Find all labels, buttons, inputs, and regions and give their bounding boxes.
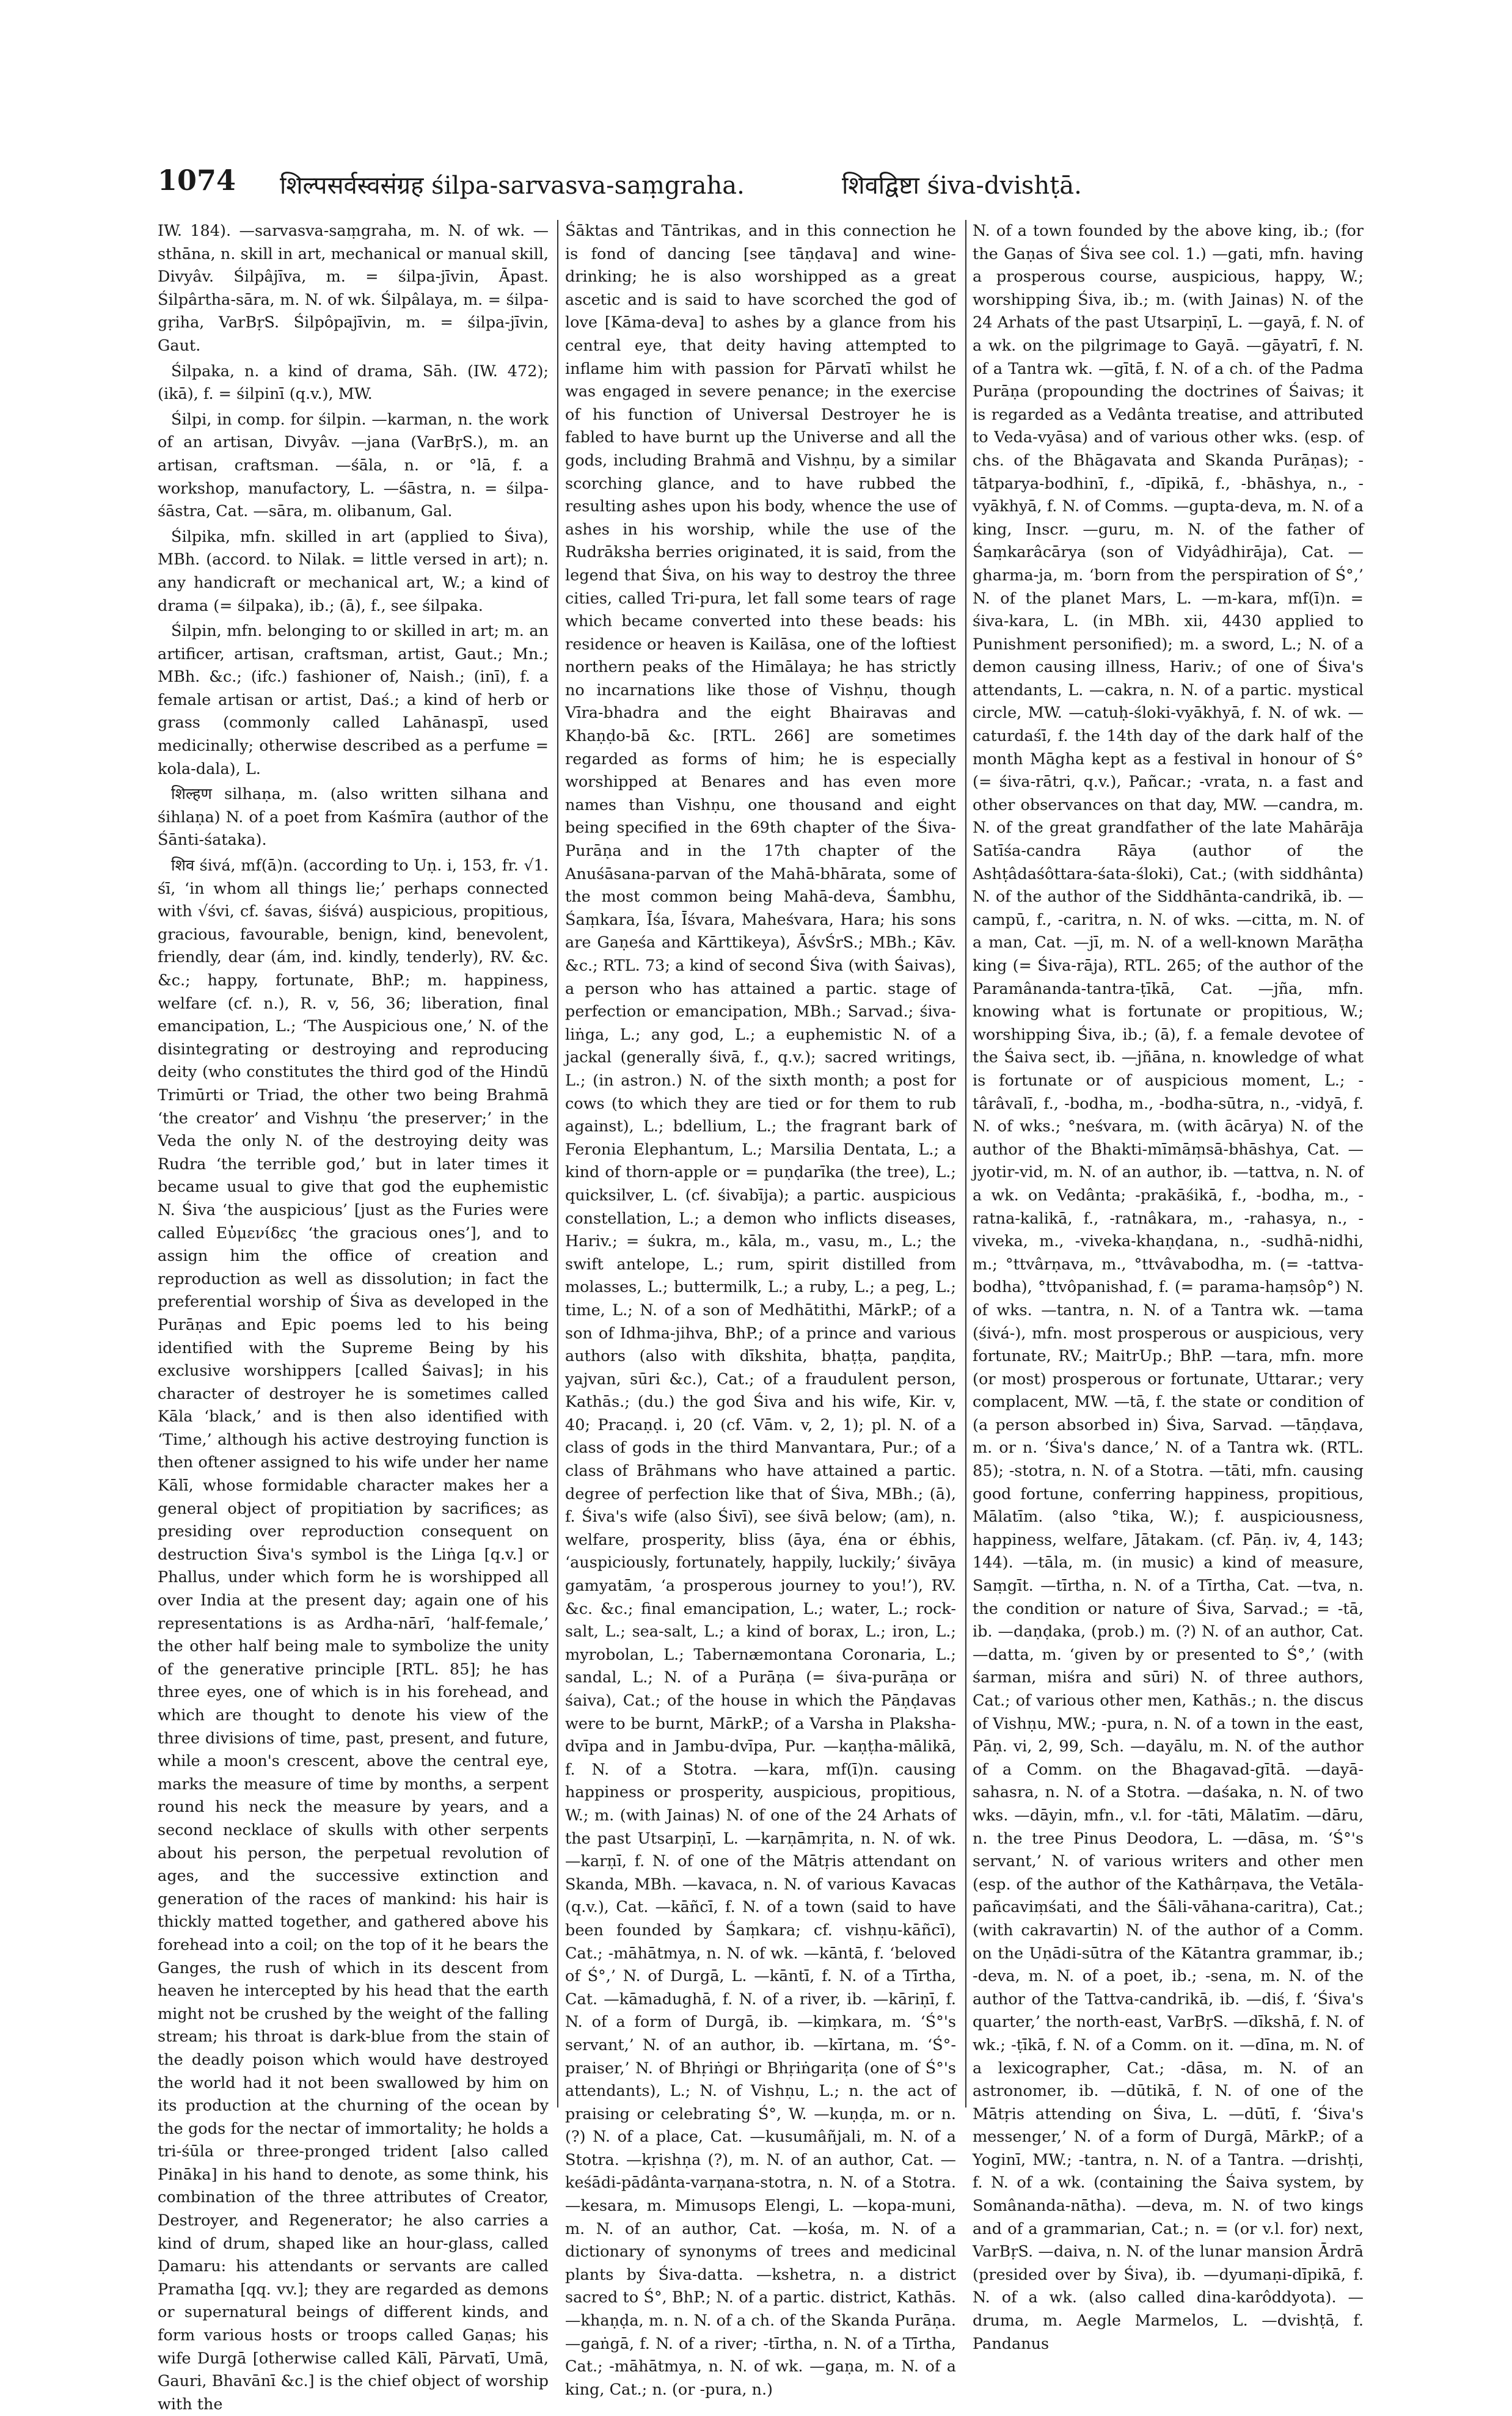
- dictionary-entry: Śilpika, mfn. skilled in art (applied to Śiva), MBh. (accord. to Nilak. = little versed in art); n. any handicraft or mechanical art, W.; a kind of drama (= śilpaka), ib.; (ā), f., see śilpaka.: [158, 527, 549, 615]
- column-divider: [965, 220, 966, 2108]
- page-number: 1074: [158, 164, 236, 197]
- dictionary-column-2: [565, 220, 956, 2399]
- dictionary-entry: Śilpaka, n. a kind of drama, Sāh. (IW. 472); (ikā), f. = śilpinī (q.v.), MW.: [158, 362, 549, 404]
- dictionary-entry: Śilpin, mfn. belonging to or skilled in art; m. an artificer, artisan, craftsman, artist, Gaut.; Mn.; MBh. &c.; (ifc.) fashioner of, Naish.; (inī), f. a female artisan or artist, Daś.; a kind of herb or grass (commonly called Lahānaspī, used medicinally; otherwise described as a perfume = kola-dala), L.: [158, 622, 549, 778]
- dictionary-entry: शिल्हण silhaṇa, m. (also written silhana and śihlaṇa) N. of a poet from Kaśmīra (author of the Śānti-śataka).: [158, 785, 549, 850]
- dictionary-column-1: [158, 220, 549, 2414]
- dictionary-entry: N. of a town founded by the above king, ib.; (for the Gaṇas of Śiva see col. 1.) —gati, mfn. having a prosperous course, auspicious, happy, W.; worshipping Śiva, ib.; m. (with Jainas) N. of the 24 Arhats of the past Utsarpiṇī, L. —gayā, f. N. of a wk. on the pilgrimage to Gayā. —gāyatrī, f. N. of a Tantra wk. —gītā, f. N. of a ch. of the Padma Purāṇa (propounding the doctrines of Śaivas; it is regarded as a Vedânta treatise, and attributed to Veda-vyāsa) and of various other wks. (esp. of chs. of the Bhāgavata and Skanda Purāṇas); -tātparya-bodhinī, f., -dīpikā, f., -bhāshya, n., -vyākhyā, f. N. of Comms. —gupta-deva, m. N. of a king, Inscr. —guru, m. N. of the father of Śaṃkarâcārya (son of Vidyâdhirāja), Cat. —gharma-ja, m. ‘born from the perspiration of Ś°,’ N. of the planet Mars, L. —m-kara, mf(ī)n. = śiva-kara, L. (in MBh. xii, 4430 applied to Punishment personified); m. a sword, L.; N. of a demon causing illness, Hariv.; of one of Śiva's attendants, L. —cakra, n. N. of a partic. mystical circle, MW. —catuḥ-śloki-vyākhyā, f. N. of wk. —caturdaśī, f. the 14th day of the dark half of the month Māgha kept as a festival in honour of Ś° (= śiva-rātri, q.v.), Pañcar.; -vrata, n. a fast and other observances on that day, MW. —candra, m. N. of the great grandfather of the late Mahārāja Satīśa-candra Rāya (author of the Ashṭâdaśôttara-śata-śloki), Cat.; (with siddhânta) N. of the author of the Siddhānta-candrikā, ib. —campū, f., -caritra, n. N. of wks. —citta, m. N. of a man, Cat. —jī, m. N. of a well-known Marāṭha king (= Śiva-rāja), RTL. 265; of the author of the Paramânanda-tantra-ṭīkā, Cat. —jña, mfn. knowing what is fortunate or propitious, W.; worshipping Śiva, ib.; (ā), f. a female devotee of the Śaiva sect, ib. —jñāna, n. knowledge of what is fortunate or of auspicious moment, L.; -târâvalī, f., -bodha, m., -bodha-sūtra, n., -vidyā, f. N. of wks.; °neśvara, m. (with ācārya) N. of the author of the Bhakti-mīmāṃsā-bhāshya, Cat. —jyotir-vid, m. N. of an author, ib. —tattva, n. N. of a wk. on Vedânta; -prakāśikā, f., -bodha, m., -ratna-kalikā, f., -ratnâkara, m., -rahasya, n., -viveka, m., -viveka-khaṇḍana, n., -sudhā-nidhi, m.; °ttvârṇava, m., °ttvâvabodha, m. (= -tattva-bodha), °ttvôpanishad, f. (= parama-haṃsôp°) N. of wks. —tantra, n. N. of a Tantra wk. —tama (śivá-), mfn. most prosperous or auspicious, very fortunate, RV.; MaitrUp.; BhP. —tara, mfn. more (or most) prosperous or fortunate, Uttarar.; very complacent, MW. —tā, f. the state or condition of (a person absorbed in) Śiva, Sarvad. —tāṇḍava, m. or n. ‘Śiva's dance,’ N. of a Tantra wk. (RTL. 85); -stotra, n. N. of a Stotra. —tāti, mfn. causing good fortune, conferring happiness, propitious, Mālatīm. (also °tika, W.); f. auspiciousness, happiness, welfare, Jātakam. (cf. Pāṇ. iv, 4, 143; 144). —tāla, m. (in music) a kind of measure, Saṃgīt. —tīrtha, n. N. of a Tīrtha, Cat. —tva, n. the condition or nature of Śiva, Sarvad.; = -tā, ib. —daṇḍaka, (prob.) m. (?) N. of an author, Cat. —datta, m. ‘given by or presented to Ś°,’ (with śarman, miśra and sūri) N. of three authors, Cat.; of various other men, Kathās.; n. the discus of Vishṇu, MW.; -pura, n. N. of a town in the east, Pāṇ. vi, 2, 99, Sch. —dayālu, m. N. of the author of a Comm. on the Bhagavad-gītā. —dayā-sahasra, n. N. of a Stotra. —daśaka, n. N. of two wks. —dāyin, mfn., v.l. for -tāti, Mālatīm. —dāru, n. the tree Pinus Deodora, L. —dāsa, m. ‘Ś°'s servant,’ N. of various writers and other men (esp. of the author of the Kathârṇava, the Vetāla-pañcaviṃśati, and the Śāli-vāhana-caritra), Cat.; (with cakravartin) N. of the author of a Comm. on the Uṇādi-sūtra of the Kātantra grammar, ib.; -deva, m. N. of a poet, ib.; -sena, m. N. of the author of the Tattva-candrikā, ib. —diś, f. ‘Śiva's quarter,’ the north-east, VarBṛS. —dīkshā, f. N. of wk.; -ṭīkā, f. N. of a Comm. on it. —dīna, m. N. of a lexicographer, Cat.; -dāsa, m. N. of an astronomer, ib. —dūtikā, f. N. of one of the Mātṛis attending on Śiva, L. —dūtī, f. ‘Śiva's messenger,’ N. of a form of Durgā, MārkP.; of a Yoginī, MW.; -tantra, n. N. of a Tantra. —drishṭi, f. N. of a wk. (containing the Śaiva system, by Somânanda-nātha). —deva, m. N. of two kings and of a grammarian, Cat.; n. = (or v.l. for) next, VarBṛS. —daiva, n. N. of the lunar mansion Ārdrā (presided over by Śiva), ib. —dyumaṇi-dīpikā, f. N. of a wk. (also called dina-karôddyota). —druma, m. Aegle Marmelos, L. —dvishṭā, f. Pandanus: [973, 222, 1364, 2353]
- dictionary-entry: Śilpi, in comp. for śilpin. —karman, n. the work of an artisan, Divyâv. —jana (VarBṛS.), m. an artisan, craftsman. —śāla, n. or °lā, f. a workshop, manufactory, L. —śāstra, n. = śilpa-śāstra, Cat. —sāra, m. olibanum, Gal.: [158, 410, 549, 521]
- dictionary-column-3: [973, 220, 1364, 2353]
- dictionary-entry: शिव śivá, mf(ā)n. (according to Uṇ. i, 153, fr. √1. śī, ‘in whom all things lie;’ perhaps connected with √śvi, cf. śavas, śiśvá) auspicious, propitious, gracious, favourable, benign, kind, benevolent, friendly, dear (ám, ind. kindly, tenderly), RV. &c. &c.; happy, fortunate, BhP.; m. happiness, welfare (cf. n.), R. v, 56, 36; liberation, final emancipation, L.; ‘The Auspicious one,’ N. of the disintegrating or destroying and reproducing deity (who constitutes the third god of the Hindū Trimūrti or Triad, the other two being Brahmā ‘the creator’ and Vishṇu ‘the preserver;’ in the Veda the only N. of the destroying deity was Rudra ‘the terrible god,’ but in later times it became usual to give that god the euphemistic N. Śiva ‘the auspicious’ [just as the Furies were called Εὐμενίδες ‘the gracious ones’], and to assign him the office of creation and reproduction as well as dissolution; in fact the preferential worship of Śiva as developed in the Purāṇas and Epic poems led to his being identified with the Supreme Being by his exclusive worshippers [called Śaivas]; in his character of destroyer he is sometimes called Kāla ‘black,’ and is then also identified with ‘Time,’ although his active destroying function is then oftener assigned to his wife under her name Kālī, whose formidable character makes her a general object of propitiation by sacrifices; as presiding over reproduction consequent on destruction Śiva's symbol is the Liṅga [q.v.] or Phallus, under which form he is worshipped all over India at the present day; again one of his representations is as Ardha-nārī, ‘half-female,’ the other half being male to symbolize the unity of the generative principle [RTL. 85]; he has three eyes, one of which is in his forehead, and which are thought to denote his view of the three divisions of time, past, present, and future, while a moon's crescent, above the central eye, marks the measure of time by months, a serpent round his neck the measure by years, and a second necklace of skulls with other serpents about his person, the perpetual revolution of ages, and the successive extinction and generation of the races of mankind: his hair is thickly matted together, and gathered above his forehead into a coil; on the top of it he bears the Ganges, the rush of which in its descent from heaven he intercepted by his head that the earth might not be crushed by the weight of the falling stream; his throat is dark-blue from the stain of the deadly poison which would have destroyed the world had it not been swallowed by him on its production at the churning of the ocean by the gods for the nectar of immortality; he holds a tri-śūla or three-pronged trident [also called Pināka] in his hand to denote, as some think, his combination of the three attributes of Creator, Destroyer, and Regenerator; he also carries a kind of drum, shaped like an hour-glass, called Ḍamaru: his attendants or servants are called Pramatha [qq. vv.]; they are regarded as demons or supernatural beings of different kinds, and form various hosts or troops called Gaṇas; his wife Durgā [otherwise called Kālī, Pārvatī, Umā, Gauri, Bhavānī &c.] is the chief object of worship with the: [158, 856, 549, 2414]
- dictionary-entry: Śāktas and Tāntrikas, and in this connection he is fond of dancing [see tāṇḍava] and wine-drinking; he is also worshipped as a great ascetic and is said to have scorched the god of love [Kāma-deva] to ashes by a glance from his central eye, that deity having attempted to inflame him with passion for Pārvatī whilst he was engaged in severe penance; in the exercise of his function of Universal Destroyer he is fabled to have burnt up the Universe and all the gods, including Brahmā and Vishṇu, by a similar scorching glance, and to have rubbed the resulting ashes upon his body, whence the use of ashes in his worship, while the use of the Rudrāksha berries originated, it is said, from the legend that Śiva, on his way to destroy the three cities, called Tri-pura, let fall some tears of rage which became converted into these beads: his residence or heaven is Kailāsa, one of the loftiest northern peaks of the Himālaya; he has strictly no incarnations like those of Vishṇu, though Vīra-bhadra and the eight Bhairavas and Khaṇḍo-bā &c. [RTL. 266] are sometimes regarded as forms of him; he is especially worshipped at Benares and has even more names than Vishṇu, one thousand and eight being specified in the 69th chapter of the Śiva-Purāṇa and in the 17th chapter of the Anuśāsana-parvan of the Mahā-bhārata, some of the most common being Mahā-deva, Śambhu, Śaṃkara, Īśa, Īśvara, Maheśvara, Hara; his sons are Gaṇeśa and Kārttikeya), ĀśvŚrS.; MBh.; Kāv. &c.; RTL. 73; a kind of second Śiva (with Śaivas), a person who has attained a partic. stage of perfection or emancipation, MBh.; Sarvad.; śiva-liṅga, L.; any god, L.; a euphemistic N. of a jackal (generally śivā, f., q.v.); sacred writings, L.; (in astron.) N. of the sixth month; a post for cows (to which they are tied or for them to rub against), L.; bdellium, L.; the fragrant bark of Feronia Elephantum, L.; Marsilia Dentata, L.; a kind of thorn-apple or = puṇḍarīka (the tree), L.; quicksilver, L. (cf. śivabīja); a partic. auspicious constellation, L.; a demon who inflicts diseases, Hariv.; = śukra, m., kāla, m., vasu, m., L.; the swift antelope, L.; rum, spirit distilled from molasses, L.; buttermilk, L.; a ruby, L.; a peg, L.; time, L.; N. of a son of Medhātithi, MārkP.; of a son of Idhma-jihva, BhP.; of a prince and various authors (also with dīkshita, bhaṭṭa, paṇḍita, yajvan, sūri &c.), Cat.; of a fraudulent person, Kathās.; (du.) the god Śiva and his wife, Kir. v, 40; Pracaṇḍ. i, 20 (cf. Vām. v, 2, 1); pl. N. of a class of gods in the third Manvantara, Pur.; of a class of Brāhmans who have attained a partic. degree of perfection like that of Śiva, MBh.; (ā), f. Śiva's wife (also Śivī), see śivā below; (am), n. welfare, prosperity, bliss (āya, éna or ébhis, ‘auspiciously, fortunately, happily, luckily;’ śivāya gamyatām, ‘a prosperous journey to you!’), RV. &c. &c.; final emancipation, L.; water, L.; rock-salt, L.; sea-salt, L.; a kind of borax, L.; iron, L.; myrobolan, L.; Tabernæmontana Coronaria, L.; sandal, L.; N. of a Purāṇa (= śiva-purāṇa or śaiva), Cat.; of the house in which the Pāṇḍavas were to be burnt, MārkP.; of a Varsha in Plaksha-dvīpa and in Jambu-dvīpa, Pur. —kaṇṭha-mālikā, f. N. of a Stotra. —kara, mf(ī)n. causing happiness or prosperity, auspicious, propitious, W.; m. (with Jainas) N. of one of the 24 Arhats of the past Utsarpiṇī, L. —karṇāmṛita, n. N. of wk. —karṇī, f. N. of one of the Mātṛis attendant on Skanda, MBh. —kavaca, n. N. of various Kavacas (q.v.), Cat. —kāñcī, f. N. of a town (said to have been founded by Śaṃkara; cf. vishṇu-kāñcī), Cat.; -māhātmya, n. N. of wk. —kāntā, f. ‘beloved of Ś°,’ N. of Durgā, L. —kāntī, f. N. of a Tīrtha, Cat. —kāmadughā, f. N. of a river, ib. —kāriṇī, f. N. of a form of Durgā, ib. —kiṃkara, m. ‘Ś°'s servant,’ N. of an author, ib. —kīrtana, m. ‘Ś°-praiser,’ N. of Bhṛiṅgi or Bhṛiṅgariṭa (one of Ś°'s attendants), L.; N. of Vishṇu, L.; n. the act of praising or celebrating Ś°, W. —kuṇḍa, m. or n. (?) N. of a place, Cat. —kusumâñjali, m. N. of a Stotra. —kṛishṇa (?), m. N. of an author, Cat. —keśādi-pādânta-varṇana-stotra, n. N. of a Stotra. —kesara, m. Mimusops Elengi, L. —kopa-muni, m. N. of an author, Cat. —kośa, m. N. of a dictionary of synonyms of trees and medicinal plants by Śiva-datta. —kshetra, n. a district sacred to Ś°, BhP.; N. of a partic. district, Kathās. —khaṇḍa, m. n. N. of a ch. of the Skanda Purāṇa. —gaṅgā, f. N. of a river; -tīrtha, n. N. of a Tīrtha, Cat.; -māhātmya, n. N. of wk. —gaṇa, m. N. of a king, Cat.; n. (or -pura, n.): [565, 222, 956, 2399]
- left-running-headword: शिल्पसर्वस्वसंग्रह śilpa-sarvasva-saṃgraha.: [280, 172, 745, 200]
- dictionary-entry: IW. 184). —sarvasva-saṃgraha, m. N. of wk. —sthāna, n. skill in art, mechanical or manual skill, Divyâv. Śilpâjīva, m. = śilpa-jīvin, Āpast. Śilpârtha-sāra, m. N. of wk. Śilpâlaya, m. = śilpa-gṛiha, VarBṛS. Śilpôpajīvin, m. = śilpa-jīvin, Gaut.: [158, 222, 549, 355]
- column-divider: [557, 220, 558, 2108]
- page-header: [158, 164, 1355, 213]
- right-running-headword: शिवद्विष्टा śiva-dvishṭā.: [842, 172, 1082, 200]
